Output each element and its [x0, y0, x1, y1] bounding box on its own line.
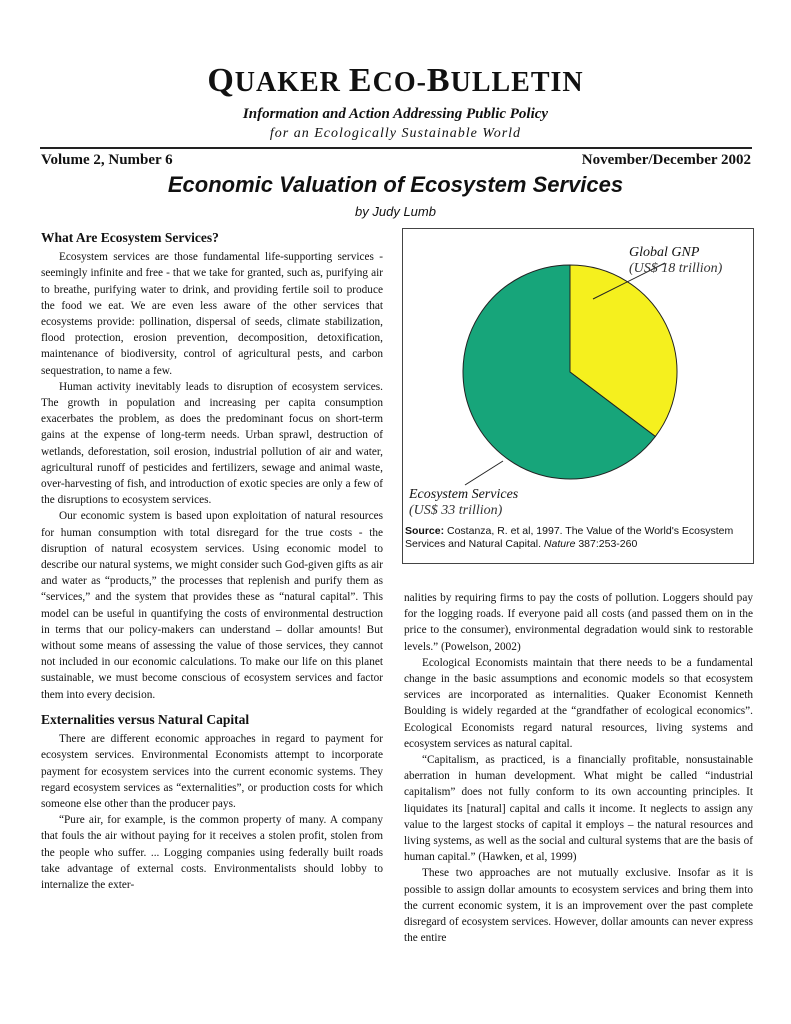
section-heading-ecosystem-services: What Are Ecosystem Services? — [41, 230, 219, 245]
leader-line-ecosystem-services — [465, 461, 503, 485]
slice-value-ecosystem-services: (US$ 33 trillion) — [409, 503, 503, 518]
caption-journal: Nature — [543, 538, 576, 550]
title-initial-b: B — [426, 62, 451, 99]
paragraph: Ecological Economists maintain that there needs to be a fundamental change in the basic assumptions and economic models so that ecosystem services are incorporated as internalities. Quaker Economist Kenneth Boulding is widely regarded at the “grandfather of ecological economics”. Ecological Economists regard natural resources, living systems and ecosystem services as natural capital. — [404, 656, 753, 750]
title-part-1: UAKER — [234, 67, 349, 98]
slice-label-ecosystem-services: Ecosystem Services — [409, 487, 519, 502]
title-part-2: CO- — [372, 67, 427, 98]
caption-reference: 387:253-260 — [575, 538, 638, 550]
masthead-subtitle-2: for an Ecologically Sustainable World — [269, 126, 522, 141]
title-initial-q: Q — [207, 62, 235, 99]
issue-volume: Volume 2, Number 6 — [41, 152, 173, 168]
slice-label-global-gnp: Global GNP — [629, 245, 700, 260]
caption-text: Costanza, R. et al, 1997. The Value of the World's Ecosystem Services and Natural Capital. — [405, 525, 734, 550]
paragraph: Ecosystem services are those fundamental life-supporting services - seemingly infinite and free - that we take for granted, such as, purifying air to breathe, purifying water to drink, and providing fertile soil to produce the food we eat. We are even less aware of the other services that ecosystems provide: pollination, dispersal of seeds, climate stabilization, flood protection, erosion prevention, decomposition, detoxification, maintenance of biodiversity, control of agricultural pests, and carbon sequestration, to name a few. — [41, 251, 383, 377]
paragraph: There are different economic approaches in regard to payment for ecosystem services. Environmental Economists attempt to incorporate payment for ecosystem services into the current economic systems. They regard ecosystem services as “externalities”, or production costs for which someone else other than the producer pays. — [41, 733, 383, 810]
slice-value-global-gnp: (US$ 18 trillion) — [629, 261, 723, 276]
paragraph: nalities by requiring firms to pay the costs of pollution. Loggers should pay for the logging roads. If everyone paid all costs (and passed them on in the price to the consumer), environmental degradation would sink to restorable levels.” (Powelson, 2002) — [404, 592, 753, 653]
title-part-3: ULLETIN — [450, 67, 584, 98]
masthead-rule — [40, 147, 752, 149]
article-byline: by Judy Lumb — [355, 204, 436, 219]
left-column — [41, 230, 383, 893]
right-column — [404, 590, 753, 946]
title-initial-e: E — [348, 62, 373, 99]
legend-label-global-gnp — [629, 245, 722, 277]
caption-source-label: Source: — [405, 525, 445, 537]
paragraph: “Capitalism, as practiced, is a financially profitable, nonsustainable aberration in human development. What might be called “industrial capitalism” does not fully conform to its own accounting principles. It liquidates its [natural] capital and calls it income. It neglects to assign any value to the largest stocks of capital it employs – the natural resources and living systems, as well as the social and cultural systems that are the basis of human capital.” (Hawken, et al, 1999) — [404, 754, 753, 864]
legend-label-ecosystem-services — [409, 487, 518, 519]
paragraph: “Pure air, for example, is the common property of many. A company that fouls the air without paying for it receives a stolen profit, stolen from the people who suffer. ... Logging companies using federally built roads take advantage of external costs. Environmentalists should lobby to internalize the exter- — [41, 814, 383, 891]
paragraph: Human activity inevitably leads to disruption of ecosystem services. The growth in population and increasing per capita consumption exacerbates the problem, as does the predominant focus on short-term gains at the expense of long-term needs. Urban sprawl, destruction of wetlands, deforestation, soil erosion, industrial pollution of air and water, agricultural runoff of pesticides and fertilizers, sewage and animal waste, over-harvesting of fish, and introduction of exotic species are only a few of the disruptions to ecosystem services. — [41, 380, 383, 507]
figure-caption — [405, 525, 753, 551]
paragraph: Our economic system is based upon exploitation of natural resources for human consumption with total disregard for the true costs - the disruption of natural ecosystem services. Using economic model to describe our natural systems, we might consider such God-given gifts as air and water as “products,” the processes that replenish and purify them as “services,” and the system that provides these as “natural capital”. This model can be useful in quantifying the costs of environmental destruction in terms that our policy-makers can understand – dollar amounts! But without some means of assessing the value of those services, they cannot not included in our economic calculations. To make our life on this planet sustainable, we must become conscious of ecosystem services and factor them into every decision. — [41, 510, 383, 701]
pie-chart-figure — [402, 228, 754, 564]
article-title: Economic Valuation of Ecosystem Services — [167, 172, 624, 197]
section-heading-externalities: Externalities versus Natural Capital — [41, 711, 250, 727]
issue-date: November/December 2002 — [581, 152, 751, 168]
masthead-subtitle-1: Information and Action Addressing Public Policy — [242, 106, 549, 122]
newsletter-title — [0, 62, 791, 100]
paragraph: These two approaches are not mutually exclusive. Insofar as it is possible to assign dollar amounts to ecosystem services and bring them into the current economic system, it is an improvement over the past complete disregard of ecosystem services. However, dollar amounts can never express the entire — [404, 867, 753, 945]
